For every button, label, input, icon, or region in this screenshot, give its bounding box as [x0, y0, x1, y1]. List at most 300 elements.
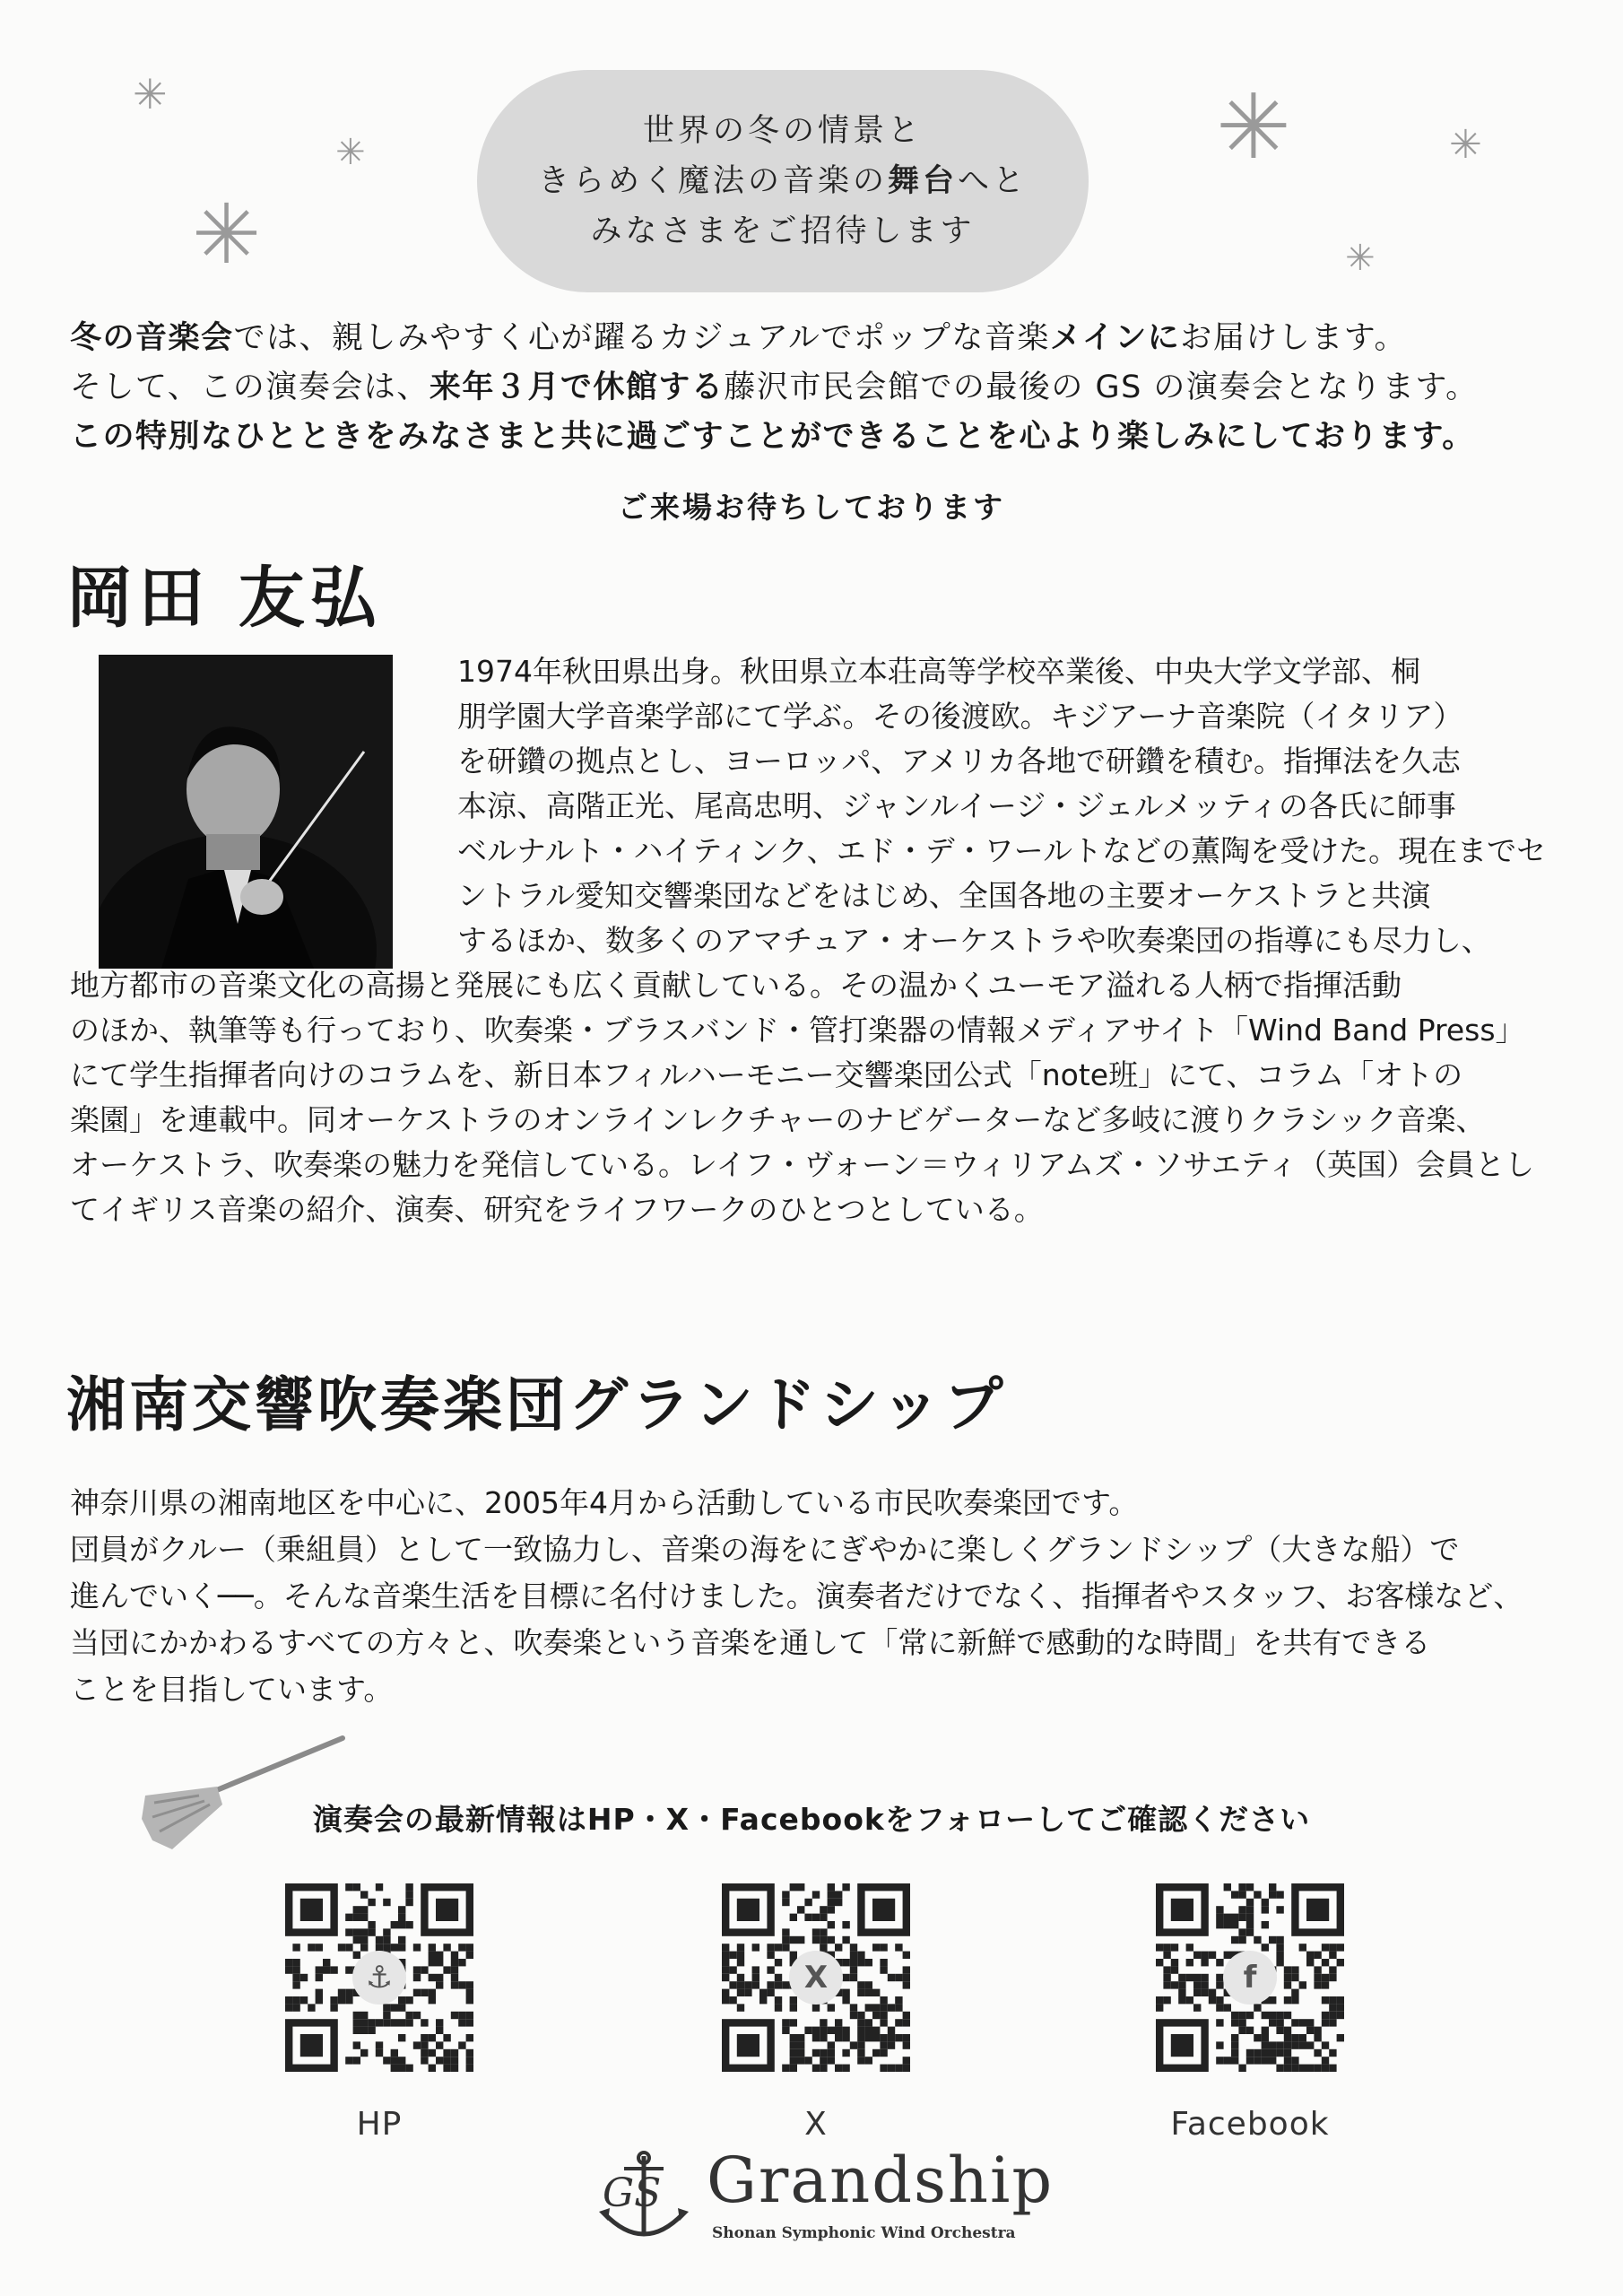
qr-module	[775, 1981, 782, 1988]
qr-module	[316, 1989, 323, 1996]
qr-module	[398, 2065, 405, 2072]
qr-module	[316, 1996, 323, 2004]
qr-module	[812, 1914, 820, 1921]
qr-module	[413, 2041, 421, 2048]
qr-module	[812, 1928, 820, 1935]
qr-module	[804, 1914, 812, 1921]
qr-label: X	[804, 2106, 828, 2143]
qr-module	[1284, 1981, 1291, 1988]
qr-module	[1269, 1883, 1276, 1891]
qr-module	[398, 2019, 405, 2026]
qr-module	[865, 2034, 872, 2041]
qr-module	[850, 1944, 857, 1951]
qr-module	[1284, 2027, 1291, 2034]
qr-module	[383, 1899, 390, 1906]
qr-module	[722, 1966, 729, 1973]
qr-module	[398, 1944, 405, 1951]
qr-module	[451, 1974, 458, 1981]
qr-module	[1156, 1996, 1163, 2004]
qr-module	[828, 2049, 835, 2057]
qr-module	[820, 2027, 827, 2034]
logo-wordmark: Grandship	[707, 2144, 1055, 2217]
qr-block-hp[interactable]	[263, 1883, 496, 2143]
qr-module	[744, 1981, 751, 1988]
qr-module	[1276, 1891, 1283, 1898]
qr-module	[850, 2004, 857, 2011]
qr-module	[443, 2065, 450, 2072]
band-line: 当団にかかわるすべての方々と、吹奏楽という音楽を通して「常に新鮮で感動的な時間」を共有できる	[70, 1625, 1431, 1660]
qr-module	[1284, 2041, 1291, 2048]
qr-finder	[737, 2034, 759, 2057]
qr-module	[405, 1921, 412, 1928]
qr-module	[1284, 2034, 1291, 2041]
qr-module	[767, 1989, 774, 1996]
qr-module	[895, 2034, 902, 2041]
qr-module	[759, 1996, 767, 2004]
qr-module	[790, 2019, 797, 2026]
qr-module	[767, 1981, 774, 1988]
qr-module	[353, 2012, 360, 2019]
qr-module	[1322, 1974, 1329, 1981]
qr-module	[1269, 2019, 1276, 2026]
qr-module	[1246, 2049, 1254, 2057]
qr-module	[722, 1944, 729, 1951]
qr-module	[842, 1974, 849, 1981]
qr-module	[1156, 1944, 1163, 1951]
qr-module	[429, 2034, 436, 2041]
qr-module	[903, 2041, 910, 2048]
bio-line: するほか、数多くのアマチュア・オーケストラや吹奏楽団の指導にも尽力し、	[457, 923, 1491, 958]
qr-module	[737, 1989, 744, 1996]
qr-module	[1329, 1952, 1336, 1959]
qr-module	[1246, 1928, 1254, 1935]
qr-module	[895, 1944, 902, 1951]
qr-module	[729, 1996, 736, 2004]
qr-module	[1276, 1944, 1283, 1951]
qr-module	[330, 2004, 337, 2011]
qr-code[interactable]	[1156, 1883, 1344, 2072]
qr-module	[1246, 2027, 1254, 2034]
qr-module	[775, 1959, 782, 1966]
qr-module	[391, 2057, 398, 2064]
qr-module	[353, 1914, 360, 1921]
qr-module	[857, 1959, 864, 1966]
logo-monogram: GS	[603, 2170, 662, 2216]
qr-module	[872, 2004, 880, 2011]
qr-module	[421, 1989, 428, 1996]
qr-module	[865, 2004, 872, 2011]
qr-module	[865, 2057, 872, 2064]
qr-module	[383, 2057, 390, 2064]
band-description	[70, 1480, 1560, 1713]
qr-module	[1186, 1996, 1193, 2004]
qr-module	[429, 2049, 436, 2057]
lead-paragraph-1	[70, 314, 1558, 363]
qr-module	[797, 1883, 804, 1891]
qr-module	[376, 1883, 383, 1891]
qr-module	[353, 1952, 360, 1959]
qr-module	[903, 2012, 910, 2019]
qr-module	[865, 1959, 872, 1966]
qr-module	[1262, 2012, 1269, 2019]
lead-1c: メイン	[1049, 320, 1148, 356]
qr-module	[353, 1906, 360, 1913]
qr-module	[828, 1891, 835, 1898]
qr-module	[345, 1883, 352, 1891]
qr-module	[850, 1959, 857, 1966]
band-line: ことを目指しています。	[70, 1672, 394, 1707]
qr-module	[1291, 2057, 1298, 2064]
qr-module	[405, 1996, 412, 2004]
qr-module	[436, 1981, 443, 1988]
qr-module	[804, 2057, 812, 2064]
qr-module	[1299, 2034, 1306, 2041]
qr-module	[1238, 1928, 1245, 1935]
qr-module	[782, 1928, 789, 1935]
qr-module	[1201, 1989, 1208, 1996]
qr-module	[1262, 2049, 1269, 2057]
band-line: 団員がクルー（乗組員）として一致協力し、音楽の海をにぎやかに楽しくグランドシップ（大きな船）で	[70, 1532, 1460, 1567]
conductor-bio	[70, 649, 1560, 1232]
qr-module	[1246, 1906, 1254, 1913]
qr-module	[376, 2019, 383, 2026]
qr-module	[842, 1936, 849, 1944]
qr-module	[812, 1936, 820, 1944]
qr-module	[820, 1944, 827, 1951]
qr-module	[1193, 1989, 1201, 1996]
qr-module	[292, 2004, 299, 2011]
qr-module	[888, 2004, 895, 2011]
qr-module	[1216, 2019, 1223, 2026]
qr-module	[1171, 1981, 1178, 1988]
qr-module	[872, 1944, 880, 1951]
qr-module	[1329, 2019, 1336, 2026]
qr-module	[383, 2019, 390, 2026]
qr-module	[729, 1981, 736, 1988]
qr-module	[759, 1989, 767, 1996]
qr-module	[413, 1966, 421, 1973]
qr-module	[421, 2057, 428, 2064]
qr-module	[820, 1914, 827, 1921]
qr-module	[1329, 1974, 1336, 1981]
qr-module	[1322, 1944, 1329, 1951]
qr-module	[360, 1928, 368, 1935]
qr-code[interactable]	[722, 1883, 910, 2072]
qr-module	[1262, 2034, 1269, 2041]
qr-module	[820, 2057, 827, 2064]
qr-module	[842, 1996, 849, 2004]
qr-module	[421, 2019, 428, 2026]
qr-module	[1276, 1959, 1283, 1966]
intro-line-2-bold: 舞台	[887, 163, 958, 199]
qr-module	[804, 1899, 812, 1906]
qr-module	[1337, 2034, 1344, 2041]
qr-module	[903, 1981, 910, 1988]
qr-module	[1314, 2049, 1321, 2057]
qr-module	[353, 1928, 360, 1935]
bio-line: オーケストラ、吹奏楽の魅力を発信している。レイフ・ヴォーン＝ウィリアムズ・ソサエティ（英国）会員とし	[70, 1147, 1535, 1182]
sparkle-icon: ✳	[1216, 74, 1291, 179]
qr-module	[421, 2041, 428, 2048]
qr-module	[1231, 1936, 1238, 1944]
qr-module	[872, 2012, 880, 2019]
qr-module	[842, 1921, 849, 1928]
qr-module	[1171, 1959, 1178, 1966]
qr-module	[1171, 1944, 1178, 1951]
qr-module	[1163, 1996, 1170, 2004]
qr-module	[436, 1952, 443, 1959]
sparkle-icon: ✳	[1345, 238, 1376, 279]
qr-module	[413, 1974, 421, 1981]
lead-1a: 冬の音楽会	[70, 320, 234, 356]
qr-module	[790, 2004, 797, 2011]
qr-module	[1314, 2065, 1321, 2072]
intro-line-2	[538, 156, 1028, 206]
qr-module	[368, 1899, 375, 1906]
qr-module	[790, 1996, 797, 2004]
qr-module	[1201, 1952, 1208, 1959]
qr-module	[880, 2034, 887, 2041]
qr-block-facebook[interactable]	[1133, 1883, 1367, 2143]
qr-module	[1262, 1944, 1269, 1951]
qr-module	[292, 1966, 299, 1973]
qr-module	[1299, 2019, 1306, 2026]
facebook-icon: f	[1223, 1951, 1277, 2005]
qr-module	[842, 2034, 849, 2041]
qr-module	[737, 1959, 744, 1966]
qr-module	[1269, 2012, 1276, 2019]
qr-module	[1284, 2057, 1291, 2064]
qr-module	[1216, 1906, 1223, 1913]
bio-line: てイギリス音楽の紹介、演奏、研究をライフワークのひとつとしている。	[70, 1192, 1044, 1227]
qr-module	[1291, 1974, 1298, 1981]
lead-2a: そして、この演奏会は、	[70, 370, 430, 405]
qr-module	[1322, 1959, 1329, 1966]
qr-module	[1254, 2057, 1261, 2064]
qr-module	[782, 2065, 789, 2072]
qr-module	[752, 1974, 759, 1981]
lead-1d: に	[1147, 320, 1181, 356]
qr-module	[1231, 2057, 1238, 2064]
qr-module	[1306, 2041, 1314, 2048]
qr-module	[1269, 1936, 1276, 1944]
qr-module	[466, 2012, 473, 2019]
qr-module	[398, 2034, 405, 2041]
band-line: 神奈川県の湘南地区を中心に、2005年4月から活動している市民吹奏楽団です。	[70, 1485, 1139, 1520]
conductor-name: 岡田 友弘	[66, 560, 382, 637]
qr-module	[1163, 1974, 1170, 1981]
qr-module	[1216, 1981, 1223, 1988]
qr-module	[782, 2027, 789, 2034]
qr-module	[360, 1914, 368, 1921]
qr-module	[850, 1952, 857, 1959]
qr-module	[1276, 2027, 1283, 2034]
qr-module	[722, 1959, 729, 1966]
qr-module	[1163, 1981, 1170, 1988]
qr-module	[828, 1936, 835, 1944]
qr-module	[775, 2004, 782, 2011]
qr-module	[345, 1914, 352, 1921]
qr-module	[1246, 1883, 1254, 1891]
qr-module	[820, 1906, 827, 1913]
qr-module	[360, 1906, 368, 1913]
qr-module	[360, 1891, 368, 1898]
qr-module	[797, 2041, 804, 2048]
qr-module	[828, 1921, 835, 1928]
qr-module	[888, 1974, 895, 1981]
broom-icon	[136, 1731, 360, 1860]
qr-module	[391, 2004, 398, 2011]
qr-module	[828, 2004, 835, 2011]
qr-module	[1337, 2004, 1344, 2011]
qr-module	[850, 2041, 857, 2048]
qr-module	[1329, 2004, 1336, 2011]
qr-module	[376, 1936, 383, 1944]
qr-module	[398, 1921, 405, 1928]
qr-module	[330, 1966, 337, 1973]
qr-module	[1306, 1959, 1314, 1966]
qr-module	[285, 1959, 292, 1966]
qr-module	[360, 2049, 368, 2057]
qr-module	[443, 2049, 450, 2057]
qr-module	[1216, 2041, 1223, 2048]
qr-module	[285, 2004, 292, 2011]
grandship-logo	[592, 2145, 1058, 2271]
qr-module	[1314, 1966, 1321, 1973]
qr-module	[1269, 2049, 1276, 2057]
qr-module	[722, 1996, 729, 2004]
qr-module	[360, 1944, 368, 1951]
qr-module	[436, 1959, 443, 1966]
bio-line: 地方都市の音楽文化の高揚と発展にも広く貢献している。その温かくユーモア溢れる人柄で指揮活動	[70, 968, 1402, 1003]
qr-module	[842, 1959, 849, 1966]
qr-module	[1246, 1914, 1254, 1921]
qr-module	[782, 1936, 789, 1944]
qr-module	[421, 2049, 428, 2057]
qr-module	[466, 1981, 473, 1988]
qr-module	[880, 1959, 887, 1966]
qr-module	[775, 1996, 782, 2004]
qr-module	[835, 2065, 842, 2072]
intro-line-1: 世界の冬の情景と	[642, 113, 923, 149]
qr-module	[1231, 1891, 1238, 1898]
qr-module	[368, 2019, 375, 2026]
qr-module	[1322, 1996, 1329, 2004]
qr-module	[1171, 1966, 1178, 1973]
qr-module	[383, 2004, 390, 2011]
qr-module	[903, 2065, 910, 2072]
qr-module	[835, 2034, 842, 2041]
qr-module	[1231, 2012, 1238, 2019]
qr-module	[857, 2049, 864, 2057]
qr-module	[368, 2027, 375, 2034]
qr-module	[850, 1966, 857, 1973]
qr-module	[421, 2034, 428, 2041]
qr-module	[421, 1966, 428, 1973]
qr-module	[1201, 1959, 1208, 1966]
qr-module	[1238, 1906, 1245, 1913]
qr-module	[1209, 1996, 1216, 2004]
qr-module	[1291, 1996, 1298, 2004]
qr-module	[1306, 2027, 1314, 2034]
qr-module	[451, 2065, 458, 2072]
qr-module	[722, 1989, 729, 1996]
qr-module	[857, 2019, 864, 2026]
qr-module	[1337, 1944, 1344, 1951]
qr-module	[1238, 2012, 1245, 2019]
qr-module	[398, 1936, 405, 1944]
lead-paragraph-2	[70, 363, 1558, 413]
qr-module	[880, 1966, 887, 1973]
qr-module	[413, 1944, 421, 1951]
qr-module	[1231, 2041, 1238, 2048]
qr-module	[865, 2027, 872, 2034]
qr-module	[1284, 1974, 1291, 1981]
qr-module	[1276, 1936, 1283, 1944]
qr-module	[443, 1944, 450, 1951]
qr-module	[857, 1952, 864, 1959]
qr-module	[391, 1944, 398, 1951]
qr-module	[1238, 2065, 1245, 2072]
qr-module	[1216, 1959, 1223, 1966]
qr-module	[790, 2057, 797, 2064]
qr-module	[903, 1952, 910, 1959]
qr-module	[835, 1899, 842, 1906]
sparkle-icon: ✳	[335, 132, 366, 173]
qr-module	[1186, 1944, 1193, 1951]
qr-module	[458, 1944, 465, 1951]
bio-line: 1974年秋田県出身。秋田県立本荘高等学校卒業後、中央大学文学部、桐	[457, 654, 1420, 689]
qr-module	[1262, 1899, 1269, 1906]
qr-module	[1254, 2034, 1261, 2041]
qr-module	[405, 2012, 412, 2019]
qr-module	[1306, 1952, 1314, 1959]
qr-module	[775, 1944, 782, 1951]
qr-module	[1269, 1891, 1276, 1898]
qr-module	[820, 2049, 827, 2057]
qr-module	[820, 1936, 827, 1944]
qr-module	[857, 1981, 864, 1988]
qr-module	[820, 2019, 827, 2026]
qr-module	[1156, 2004, 1163, 2011]
qr-module	[737, 2004, 744, 2011]
qr-module	[345, 1989, 352, 1996]
qr-module	[842, 2065, 849, 2072]
qr-finder	[300, 1899, 323, 1921]
qr-module	[1284, 1996, 1291, 2004]
qr-module	[812, 1891, 820, 1898]
bio-line: 楽園」を連載中。同オーケストラのオンラインレクチャーのナビゲーターなど多岐に渡りクラシック音楽、	[70, 1102, 1486, 1137]
qr-module	[737, 1944, 744, 1951]
qr-module	[1178, 1996, 1185, 2004]
qr-module	[1276, 2041, 1283, 2048]
qr-module	[429, 1974, 436, 1981]
qr-module	[782, 1891, 789, 1898]
qr-module	[737, 1981, 744, 1988]
qr-block-x[interactable]	[699, 1883, 933, 2143]
qr-code[interactable]	[285, 1883, 473, 2072]
qr-module	[820, 2065, 827, 2072]
qr-module	[466, 2019, 473, 2026]
qr-module	[1262, 1906, 1269, 1913]
qr-module	[1299, 2041, 1306, 2048]
qr-module	[451, 1952, 458, 1959]
qr-module	[405, 2065, 412, 2072]
qr-module	[398, 1906, 405, 1913]
qr-module	[835, 1944, 842, 1951]
qr-module	[292, 1996, 299, 2004]
qr-module	[405, 1883, 412, 1891]
